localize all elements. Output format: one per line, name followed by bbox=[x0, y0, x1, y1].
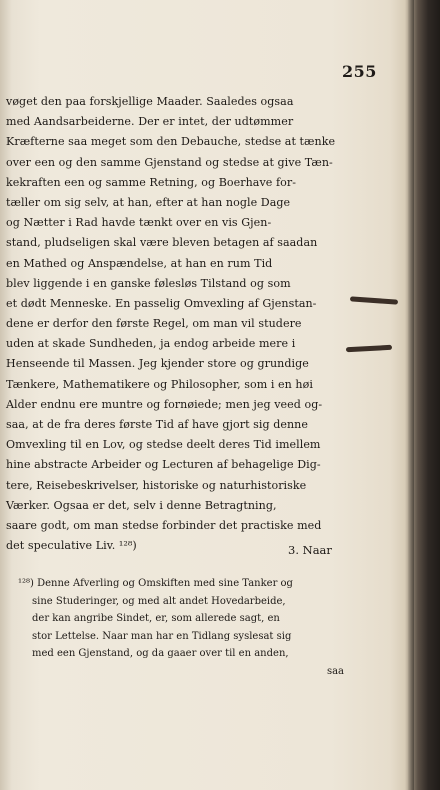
text-line: kekraften een og samme Retning, og Boerhave for- bbox=[6, 175, 297, 189]
footnote-catchword: saa bbox=[326, 665, 344, 677]
page-number: 255 bbox=[342, 62, 377, 81]
bookmark-ribbon bbox=[346, 345, 392, 352]
text-line: hine abstracte Arbeider og Lecturen af behagelige Dig- bbox=[6, 458, 321, 472]
text-line: tere, Reisebeskrivelser, historiske og naturhistoriske bbox=[6, 478, 307, 492]
text-line: Kræfterne saa meget som den Debauche, stedse at tænke bbox=[6, 135, 336, 149]
catchword: 3. Naar bbox=[288, 543, 332, 557]
footnote-line: stor Lettelse. Naar man har en Tidlang syslesat sig bbox=[32, 630, 292, 642]
footnote-line: der kan angribe Sindet, er, som allerede sagt, en bbox=[32, 613, 280, 625]
text-line: det speculative Liv. ¹²⁸) bbox=[6, 539, 137, 553]
text-line: saare godt, om man stedse forbinder det practiske med bbox=[6, 518, 322, 532]
footnote-line: sine Studeringer, og med alt andet Hovedarbeide, bbox=[32, 595, 286, 607]
footnote-line: med een Gjenstand, og da gaaer over til en anden, bbox=[32, 648, 289, 660]
text-line: stand, pludseligen skal være bleven betagen af saadan bbox=[6, 236, 318, 250]
text-line: saa, at de fra deres første Tid af have gjort sig denne bbox=[6, 418, 308, 431]
text-line: og Nætter i Rad havde tænkt over en vis Gjen- bbox=[6, 216, 272, 230]
text-line: et dødt Menneske. En passelig Omvexling af Gjenstan- bbox=[6, 296, 317, 310]
text-line: Henseende til Massen. Jeg kjender store og grundige bbox=[6, 357, 309, 371]
text-line: Værker. Ogsaa er det, selv i denne Betragtning, bbox=[6, 498, 277, 512]
text-line: med Aandsarbeiderne. Der er intet, der udtømmer bbox=[6, 115, 294, 129]
text-line: blev liggende i en ganske følesløs Tilstand og som bbox=[6, 276, 291, 290]
footnote-line: ¹²⁸) Denne Afverling og Omskiften med sine Tanker og bbox=[18, 578, 293, 589]
text-line: Omvexling til en Lov, og stedse deelt deres Tid imellem bbox=[6, 438, 321, 452]
body-text bbox=[6, 92, 346, 556]
bookmark-ribbon bbox=[350, 296, 398, 304]
text-line: Tænkere, Mathematikere og Philosopher, som i en høi bbox=[6, 377, 313, 391]
text-line: uden at skade Sundheden, ja endog arbeide mere i bbox=[6, 337, 296, 351]
text-line: over een og den samme Gjenstand og stedse at give Tæn- bbox=[6, 155, 333, 169]
page-edge-shadow bbox=[408, 0, 414, 790]
text-line: tæller om sig selv, at han, efter at han nogle Dage bbox=[6, 195, 291, 209]
text-line: vøget den paa forskjellige Maader. Saaledes ogsaa bbox=[6, 95, 294, 108]
footnote bbox=[18, 575, 348, 681]
text-line: Alder endnu ere muntre og fornøiede; men jeg veed og- bbox=[6, 397, 323, 411]
text-line: en Mathed og Anspændelse, at han en rum Tid bbox=[6, 256, 273, 270]
text-line: dene er derfor den første Regel, om man vil studere bbox=[6, 317, 302, 331]
